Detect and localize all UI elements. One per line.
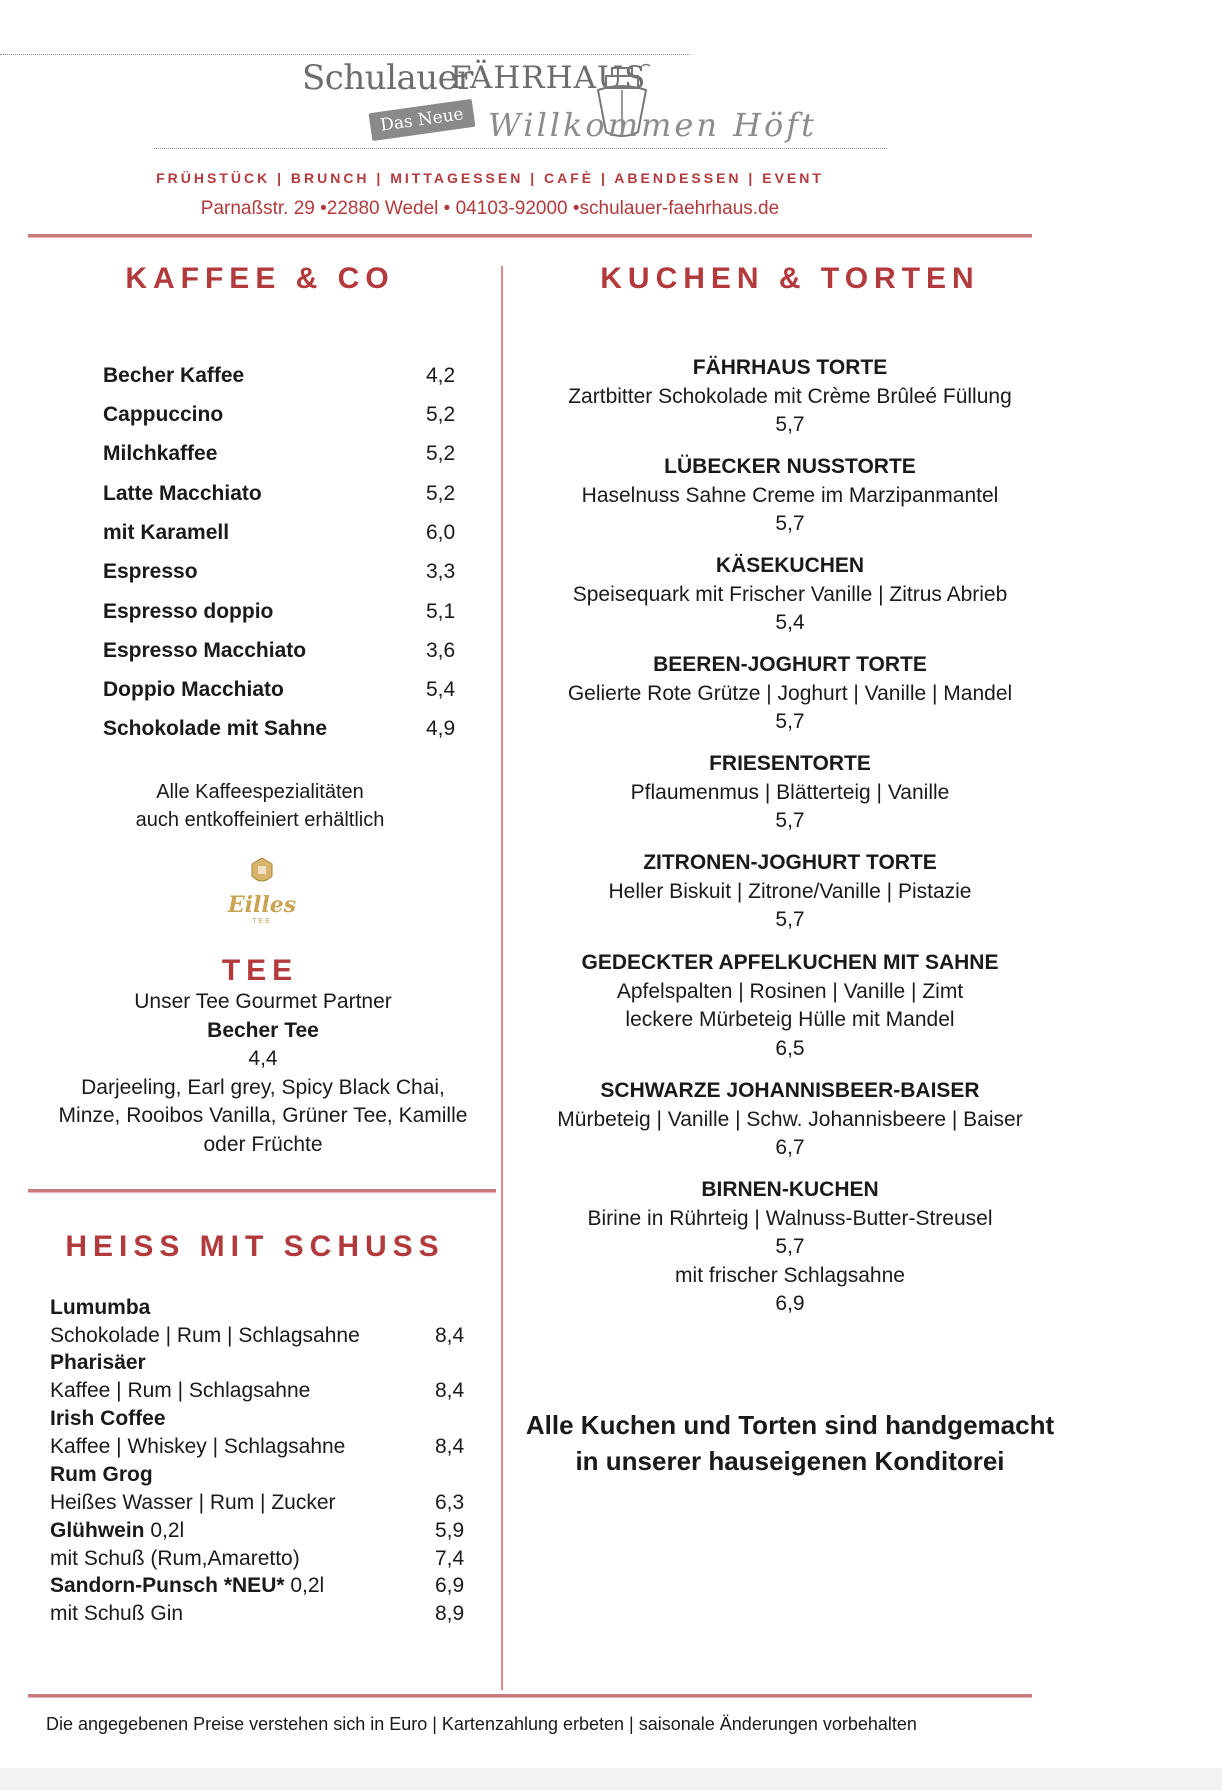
page-bottom-strip [0,1768,1222,1790]
cake-desc: Mürbeteig | Vanille | Schw. Johannisbeere | Baiser [557,1107,1023,1131]
schuss-name: Irish Coffee [50,1407,166,1430]
schuss-name: Rum Grog [50,1463,153,1486]
cake-desc: Haselnuss Sahne Creme im Marzipanmantel [581,483,999,507]
item-name: mit Karamell [103,521,230,544]
list-item [50,1574,324,1598]
item-price: 5,9 [435,1519,465,1542]
item-price: 3,6 [426,639,456,662]
cake-item [520,552,1060,638]
cake-title: BIRNEN-KUCHEN [701,1178,879,1201]
tee-block [28,988,498,1159]
cake-price: 5,7 [775,1235,805,1258]
schuss-list [50,1296,470,1636]
header-dotted-line-top [0,54,690,55]
cake-item [520,849,1060,935]
cake-desc: Birine in Rührteig | Walnuss-Butter-Streusel [587,1206,993,1230]
cake-title: SCHWARZE JOHANNISBEER-BAISER [600,1079,980,1102]
item-name: Espresso doppio [103,600,274,623]
cake-desc: Zartbitter Schokolade mit Crème Brûleé Füllung [568,384,1012,408]
item-price: 5,4 [426,678,456,701]
list-item [50,1547,300,1571]
schuss-title: HEISS MIT SCHUSS [65,1230,445,1263]
item-price: 5,1 [426,600,456,623]
logo-faehrhaus: FÄHRHAUS [450,60,647,96]
cake-desc: Heller Biskuit | Zitrone/Vanille | Pistazie [608,879,972,903]
schuss-desc: mit Schuß (Rum,Amaretto) [50,1547,300,1570]
tee-varieties-line1: Darjeeling, Earl grey, Spicy Black Chai, [81,1075,445,1099]
header-dotted-line [154,148,887,149]
schuss-name: Sandorn-Punsch *NEU* [50,1574,285,1597]
footer-divider [28,1694,1032,1698]
cake-price: 5,7 [775,710,805,733]
schuss-name: Lumumba [50,1296,151,1319]
item-name: Schokolade mit Sahne [103,717,328,740]
item-name: Becher Kaffee [103,364,245,387]
item-price: 7,4 [435,1547,465,1570]
tee-title: TEE [221,954,299,987]
cake-title: LÜBECKER NUSSTORTE [664,455,916,478]
item-name: Cappuccino [103,403,224,426]
cake-price: 5,4 [775,611,805,634]
cake-item [520,651,1060,737]
eilles-crest-icon [248,856,276,886]
list-item-title [50,1463,153,1487]
cake-desc: Gelierte Rote Grütze | Joghurt | Vanille | Mandel [567,681,1013,705]
tee-price: 4,4 [248,1047,278,1070]
tee-partner: Unser Tee Gourmet Partner [134,990,392,1013]
cake-desc: Apfelspalten | Rosinen | Vanille | Zimt [616,979,964,1003]
cake-title: BEEREN-JOGHURT TORTE [653,653,927,676]
cake-price: 5,7 [775,809,805,832]
schuss-size: 0,2l [284,1574,325,1597]
item-name: Latte Macchiato [103,482,262,505]
cake-price: 6,9 [775,1292,805,1315]
kaffee-note-line2: auch entkoffeiniert erhältlich [135,809,385,831]
list-item-title [50,1407,166,1431]
cake-desc: Speisequark mit Frischer Vanille | Zitrus Abrieb [572,582,1008,606]
tee-varieties-line3: oder Früchte [203,1132,323,1156]
cake-title: ZITRONEN-JOGHURT TORTE [643,851,937,874]
item-price: 5,2 [426,403,456,426]
header-nav: FRÜHSTÜCK | BRUNCH | MITTAGESSEN | CAFÈ | ABENDESSEN | EVENT [156,170,824,186]
item-price: 3,3 [426,560,456,583]
item-name: Doppio Macchiato [103,678,284,701]
list-item-title [50,1296,150,1320]
kuchen-title: KUCHEN & TORTEN [600,262,980,295]
cake-title: GEDECKTER APFELKUCHEN MIT SAHNE [581,951,999,974]
kuchen-note-line1: Alle Kuchen und Torten sind handgemacht [525,1410,1055,1440]
cake-title: FRIESENTORTE [709,752,871,775]
list-item-title [50,1351,146,1375]
item-price: 6,0 [426,521,456,544]
kaffee-note [50,778,470,834]
schuss-size: 0,2l [144,1519,185,1542]
header-divider [28,234,1032,238]
item-price: 8,4 [435,1379,465,1402]
list-item [50,1379,310,1403]
kuchen-note-line2: in unserer hauseigenen Konditorei [575,1446,1005,1476]
schuss-desc: Heißes Wasser | Rum | Zucker [50,1491,336,1514]
tee-item: Becher Tee [207,1018,319,1042]
cake-item [520,1176,1060,1319]
schuss-desc: Schokolade | Rum | Schlagsahne [50,1324,360,1347]
item-name: Milchkaffee [103,442,218,465]
schuss-name: Pharisäer [50,1351,146,1374]
schuss-desc: Kaffee | Rum | Schlagsahne [50,1379,311,1402]
header-address: Parnaßstr. 29 •22880 Wedel • 04103-92000 •schulauer-faehrhaus.de [200,198,780,219]
cake-price: 6,5 [775,1036,805,1060]
footer-text: Die angegebenen Preise verstehen sich in Euro | Kartenzahlung erbeten | saisonale Änderungen vorbehalten [46,1714,917,1734]
cake-item [520,1077,1060,1163]
kaffee-title: KAFFEE & CO [125,262,395,295]
list-item [50,1324,360,1348]
item-price: 5,2 [426,482,456,505]
cake-desc: mit frischer Schlagsahne [675,1263,905,1287]
cake-title: KÄSEKUCHEN [715,554,865,577]
list-item [50,1602,183,1626]
item-price: 6,3 [435,1491,465,1514]
left-divider [28,1189,496,1193]
cake-price: 6,7 [775,1136,805,1159]
kaffee-note-line1: Alle Kaffeespezialitäten [156,781,364,803]
cake-price: 5,7 [775,512,805,535]
kaffee-list [103,364,483,744]
eilles-logo: Eilles [227,892,297,918]
list-item [50,1491,336,1515]
cake-title: FÄHRHAUS TORTE [692,356,888,379]
cake-item [520,453,1060,539]
item-price: 4,2 [426,364,456,387]
cake-item [520,949,1060,1063]
cake-item [520,750,1060,836]
cake-item [520,354,1060,440]
kuchen-note [520,1407,1060,1479]
logo-badge: Das Neue [369,99,476,141]
cake-price: 5,7 [775,908,805,931]
logo-schulauer: Schulauer [302,58,474,98]
cake-desc: Pflaumenmus | Blätterteig | Vanille [630,780,950,804]
item-price: 5,2 [426,442,456,465]
list-item [50,1435,345,1459]
list-item [50,1519,184,1543]
logo-script: Willkommen Höft [488,106,817,144]
schuss-desc: mit Schuß Gin [50,1602,184,1625]
cake-price: 5,7 [775,413,805,436]
item-price: 8,4 [435,1435,465,1458]
item-price: 8,4 [435,1324,465,1347]
item-name: Espresso Macchiato [103,639,307,662]
item-name: Espresso [103,560,198,583]
schuss-desc: Kaffee | Whiskey | Schlagsahne [50,1435,346,1458]
eilles-logo-sub: TEE [252,918,272,925]
item-price: 6,9 [435,1574,465,1597]
tee-varieties-line2: Minze, Rooibos Vanilla, Grüner Tee, Kamille [58,1104,468,1127]
schuss-name: Glühwein [50,1519,145,1542]
item-price: 4,9 [426,717,456,740]
column-divider [501,266,503,1690]
item-price: 8,9 [435,1602,465,1625]
cake-desc: leckere Mürbeteig Hülle mit Mandel [625,1008,955,1031]
